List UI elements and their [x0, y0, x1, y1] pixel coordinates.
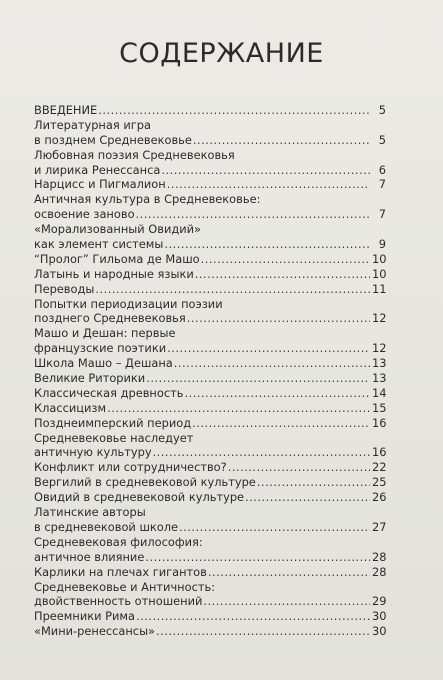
- dot-leader: [195, 267, 370, 282]
- toc-entry-title-line: Средневековая философия:: [34, 534, 203, 549]
- dot-leader: [98, 103, 370, 118]
- toc-entry-title-line: Преемники Рима: [34, 609, 136, 624]
- toc-entry-title-line: Машо и Дешан: первые: [34, 326, 176, 341]
- toc-entry-title-line: «Мини-ренессансы»: [34, 624, 156, 639]
- toc-entry: [34, 118, 386, 148]
- toc-entry-title-line: Карлики на плечах гигантов: [34, 564, 207, 579]
- toc-entry-row: [34, 445, 386, 460]
- toc-entry-row: [34, 565, 386, 580]
- dot-leader: [257, 475, 370, 490]
- toc-entry-row: [34, 311, 386, 326]
- toc-entry: [34, 297, 386, 327]
- toc-page-number: 13: [372, 371, 387, 386]
- toc-entry: [34, 609, 386, 624]
- toc-entry: [34, 326, 386, 356]
- toc-entry-title-line: в средневековой школе: [34, 519, 179, 534]
- toc-entry: [34, 565, 386, 580]
- dot-leader: [136, 609, 370, 624]
- dot-leader: [192, 416, 370, 431]
- toc-entry-title-line: «Морализованный Овидий»: [34, 222, 202, 237]
- toc-entry: [34, 460, 386, 475]
- toc-entry: [34, 431, 386, 461]
- toc-entry: [34, 475, 386, 490]
- toc-entry: [34, 535, 386, 565]
- toc-entry-row: [34, 237, 386, 252]
- toc-entry-title-line: античную культуру: [34, 445, 152, 460]
- toc-page-number: 6: [378, 162, 386, 177]
- toc-entry-row: [34, 207, 386, 222]
- toc-entry: [34, 267, 386, 282]
- toc-entry-row: [34, 460, 386, 475]
- toc-entry: [34, 222, 386, 252]
- toc-entry-title-line: в позднем Средневековье: [34, 132, 192, 147]
- toc-entry-row: [34, 624, 386, 639]
- toc-entry-row: [34, 550, 386, 565]
- dot-leader: [136, 207, 370, 222]
- toc-entry-title-line: Литературная игра: [34, 117, 151, 132]
- dot-leader: [164, 237, 370, 252]
- toc-entry: [34, 580, 386, 610]
- toc-entry-title-line: “Пролог” Гильома де Машо: [34, 251, 200, 266]
- dot-leader: [146, 371, 370, 386]
- toc-entry-row: [34, 386, 386, 401]
- toc-page-number: 28: [372, 549, 387, 564]
- toc-page-number: 9: [378, 237, 386, 252]
- toc-page-number: 28: [372, 564, 387, 579]
- toc-entry-title-line: двойственность отношений: [34, 594, 203, 609]
- dot-leader: [208, 565, 370, 580]
- toc-entry: [34, 505, 386, 535]
- dot-leader: [179, 520, 370, 535]
- toc-entry-row: [34, 371, 386, 386]
- toc-entry: [34, 416, 386, 431]
- toc-entry-title-line: Великие Риторики: [34, 371, 146, 386]
- toc-entry-title-line: античное влияние: [34, 549, 145, 564]
- toc-page-number: 16: [372, 415, 387, 430]
- toc-entry: [34, 401, 386, 416]
- toc-page-number: 12: [372, 311, 387, 326]
- toc-entry-row: [34, 252, 386, 267]
- toc-page-number: 5: [378, 132, 386, 147]
- dot-leader: [153, 445, 370, 460]
- toc-entry: [34, 177, 386, 192]
- toc-page-number: 11: [372, 281, 387, 296]
- toc-page-number: 10: [372, 251, 387, 266]
- toc-entry-row: [34, 163, 386, 178]
- dot-leader: [245, 490, 370, 505]
- toc-entry-row: [34, 475, 386, 490]
- toc-entry: [34, 624, 386, 639]
- dot-leader: [161, 163, 370, 178]
- toc-entry-row: [34, 133, 386, 148]
- toc-entry-title-line: Классицизм: [34, 400, 107, 415]
- toc-entry-row: [34, 267, 386, 282]
- toc-entry: [34, 386, 386, 401]
- page-title: СОДЕРЖАНИЕ: [119, 38, 324, 69]
- toc-page-number: 30: [372, 624, 387, 639]
- toc-page-number: 13: [372, 356, 387, 371]
- toc-entry-row: [34, 594, 386, 609]
- toc-page-number: 30: [372, 609, 387, 624]
- toc-entry-row: [34, 341, 386, 356]
- toc-entry: [34, 103, 386, 118]
- toc-page-number: 27: [372, 519, 387, 534]
- toc-entry-title-line: Латинские авторы: [34, 505, 146, 520]
- toc-page-number: 22: [372, 460, 387, 475]
- toc-page-number: 25: [372, 475, 387, 490]
- toc-entry-title-line: Средневековье наследует: [34, 430, 194, 445]
- toc-page-number: 16: [372, 445, 387, 460]
- dot-leader: [107, 401, 370, 416]
- toc-entry-title-line: Овидий в средневековой культуре: [34, 490, 245, 505]
- toc-page-number: 14: [372, 385, 387, 400]
- toc-entry-title-line: и лирика Ренессанса: [34, 162, 161, 177]
- toc-entry-title-line: ВВЕДЕНИЕ: [34, 103, 98, 117]
- toc-page-number: 29: [372, 594, 387, 609]
- toc-entry-row: [34, 177, 386, 192]
- toc-entry-title-line: французские поэтики: [34, 341, 167, 356]
- dot-leader: [174, 356, 370, 371]
- toc-entry: [34, 148, 386, 178]
- toc-entry-title-line: Нарцисс и Пигмалион: [34, 177, 166, 192]
- toc-entry: [34, 282, 386, 297]
- dot-leader: [156, 624, 370, 639]
- dot-leader: [203, 594, 370, 609]
- toc-entry-title-line: Конфликт или сотрудничество?: [34, 460, 227, 475]
- toc-entry: [34, 371, 386, 386]
- toc-entry-row: [34, 609, 386, 624]
- dot-leader: [184, 386, 370, 401]
- toc-entry-title-line: Латынь и народные языки: [34, 266, 194, 281]
- toc-page-number: 12: [372, 341, 387, 356]
- toc-entry-title-line: Классическая древность: [34, 385, 184, 400]
- toc-page-number: 7: [378, 207, 386, 222]
- toc-entry-row: [34, 282, 386, 297]
- toc-entry-row: [34, 103, 386, 118]
- toc-entry: [34, 192, 386, 222]
- toc-page-number: 26: [372, 490, 387, 505]
- dot-leader: [95, 282, 370, 297]
- dot-leader: [167, 177, 370, 192]
- toc-page-number: 7: [378, 177, 386, 192]
- toc-entry: [34, 356, 386, 371]
- toc-page-number: 5: [378, 103, 386, 117]
- toc-page-number: 15: [372, 400, 387, 415]
- toc-entry-row: [34, 401, 386, 416]
- toc-entry-title-line: Переводы: [34, 281, 95, 296]
- table-of-contents: [34, 103, 386, 639]
- toc-entry: [34, 490, 386, 505]
- toc-entry-row: [34, 490, 386, 505]
- toc-entry-title-line: как элемент системы: [34, 237, 164, 252]
- toc-entry-row: [34, 356, 386, 371]
- toc-entry-title-line: Попытки периодизации поэзии: [34, 296, 223, 311]
- toc-page-number: 10: [372, 266, 387, 281]
- toc-entry-row: [34, 416, 386, 431]
- toc-entry-title-line: Любовная поэзия Средневековья: [34, 147, 235, 162]
- toc-entry-title-line: Античная культура в Средневековье:: [34, 192, 261, 207]
- dot-leader: [193, 133, 370, 148]
- toc-entry-title-line: позднего Средневековья: [34, 311, 186, 326]
- toc-entry-title-line: освоение заново: [34, 207, 135, 222]
- dot-leader: [201, 252, 370, 267]
- toc-entry-title-line: Позднеимперский период: [34, 415, 192, 430]
- toc-entry-row: [34, 520, 386, 535]
- dot-leader: [228, 460, 370, 475]
- toc-entry-title-line: Вергилий в средневековой культуре: [34, 475, 256, 490]
- dot-leader: [167, 341, 370, 356]
- dot-leader: [145, 550, 370, 565]
- toc-entry: [34, 252, 386, 267]
- toc-entry-title-line: Школа Машо – Дешана: [34, 356, 173, 371]
- toc-entry-title-line: Средневековье и Античность:: [34, 579, 216, 594]
- dot-leader: [187, 311, 370, 326]
